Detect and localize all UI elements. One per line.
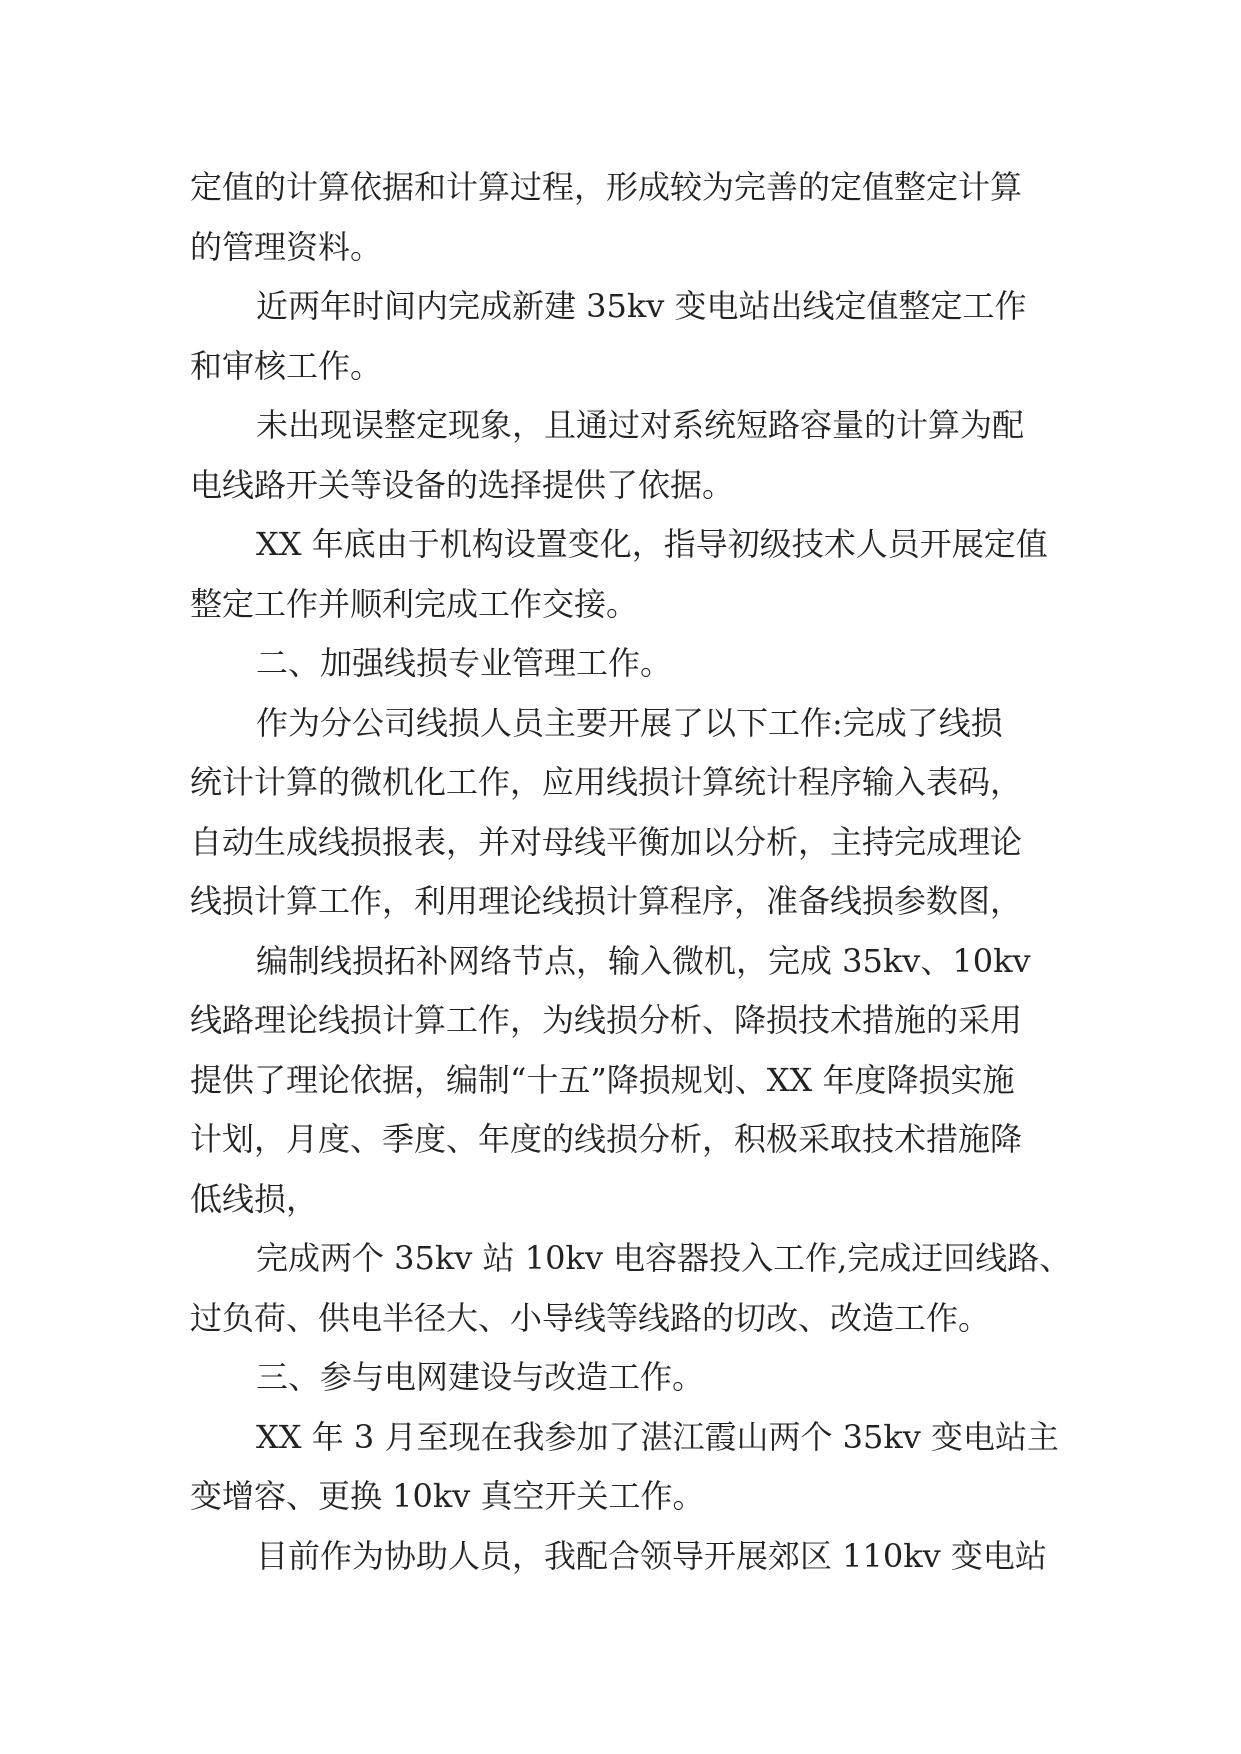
text-line: 和审核工作。 bbox=[190, 346, 383, 385]
text-line: 计划，月度、季度、年度的线损分析，积极采取技术措施降 bbox=[190, 1120, 1023, 1158]
text-line: 变增容、更换 10kv 真空开关工作。 bbox=[190, 1477, 705, 1515]
text-line: 线损计算工作，利用理论线损计算程序，准备线损参数图， bbox=[190, 882, 1023, 920]
paragraph-start-line: 近两年时间内完成新建 35kv 变电站出线定值整定工作 bbox=[256, 287, 1027, 325]
text-line: 提供了理论依据，编制“十五”降损规划、XX 年度降损实施 bbox=[190, 1060, 1015, 1099]
section-heading: 二、加强线损专业管理工作。 bbox=[256, 644, 673, 682]
text-line: 自动生成线损报表，并对母线平衡加以分析，主持完成理论 bbox=[190, 822, 1023, 861]
paragraph-start-line: 编制线损拓补网络节点，输入微机，完成 35kv、10kv bbox=[256, 941, 1031, 980]
text-line: 低线损， bbox=[190, 1179, 319, 1218]
text-line: 线路理论线损计算工作，为线损分析、降损技术措施的采用 bbox=[190, 1001, 1023, 1039]
text-line: 的管理资料。 bbox=[190, 227, 383, 266]
paragraph-start-line: XX 年底由于机构设置变化，指导初级技术人员开展定值 bbox=[256, 525, 1048, 563]
text-line: 定值的计算依据和计算过程，形成较为完善的定值整定计算 bbox=[190, 168, 1023, 206]
paragraph-start-line: XX 年 3 月至现在我参加了湛江霞山两个 35kv 变电站主 bbox=[256, 1417, 1059, 1456]
text-line: 统计计算的微机化工作，应用线损计算统计程序输入表码， bbox=[190, 763, 1023, 801]
paragraph-start-line: 未出现误整定现象，且通过对系统短路容量的计算为配 bbox=[256, 406, 1025, 444]
paragraph-start-line: 目前作为协助人员，我配合领导开展郊区 110kv 变电站 bbox=[256, 1536, 1047, 1575]
paragraph-start-line: 作为分公司线损人员主要开展了以下工作:完成了线损 bbox=[256, 703, 1003, 742]
text-line: 电线路开关等设备的选择提供了依据。 bbox=[190, 465, 735, 504]
paragraph-start-line: 完成两个 35kv 站 10kv 电容器投入工作,完成迂回线路、 bbox=[256, 1239, 1072, 1277]
text-line: 整定工作并顺利完成工作交接。 bbox=[190, 584, 639, 623]
text-line: 过负荷、供电半径大、小导线等线路的切改、改造工作。 bbox=[190, 1298, 991, 1337]
document-body bbox=[190, 158, 1072, 1586]
section-heading: 三、参与电网建设与改造工作。 bbox=[256, 1358, 705, 1396]
